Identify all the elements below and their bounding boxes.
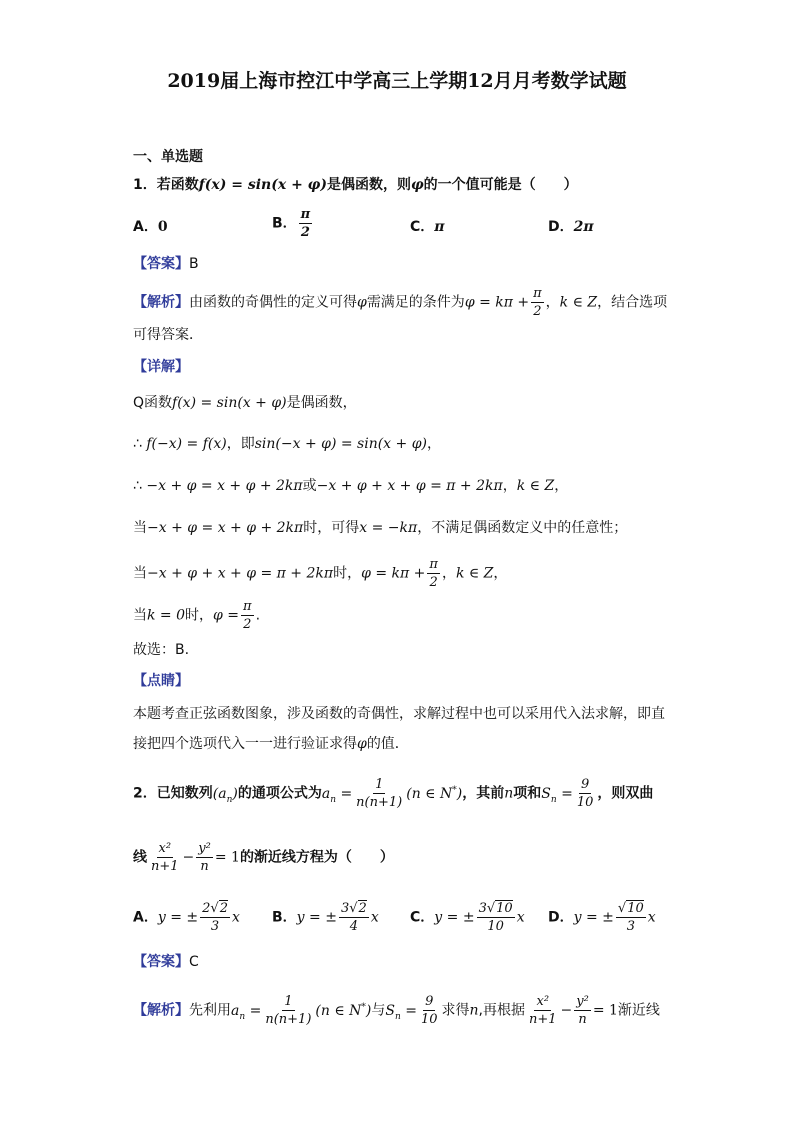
fraction: $\frac{√10}{3}$ [617, 901, 644, 934]
q1-option-b[interactable]: B． $\frac{\pi}{2}$ [272, 207, 311, 240]
fraction: $\frac{\pi}{2}$ [243, 599, 252, 632]
q1-detail-line7: 故选：B. [133, 642, 190, 658]
q1-detail-line6: 当k = 0时，φ = $\frac{\pi}{2}$ . [133, 599, 261, 632]
fraction: $\frac{3√2}{4}$ [340, 901, 367, 934]
q2-option-a[interactable]: A．y = ± $\frac{2√2}{3}$ x [133, 901, 240, 934]
q1-detail-heading: 【详解】 [133, 359, 189, 375]
fraction: $\frac{\text{x²}}{n+1}$ [151, 841, 179, 874]
fraction: $\frac{9}{10}$ [420, 994, 438, 1027]
fraction: $\frac{\text{y²}}{n}$ [576, 994, 589, 1027]
q1-detail-line4: 当−x + φ = x + φ + 2kπ时，可得x = −kπ，不满足偶函数定义中的任意性； [133, 520, 628, 536]
q1-detail-line2: ∴ f(−x) = f(x)，即sin(−x + φ) = sin(x + φ)， [133, 436, 441, 452]
q2-analysis-line1: 【解析】先利用$a_n$ = $\frac{1}{n(n+1)}$ (n ∈ N*)与$S_n$ = $\frac{9}{10}$ 求得n,再根据 $\frac{\text{x²}}{n+1}$ − $\frac{\text{y²}}{n}$ = 1渐近线 [133, 994, 660, 1027]
q2-option-c[interactable]: C．y = ± $\frac{3√10}{10}$ x [410, 901, 525, 934]
q1-comment-heading: 【点睛】 [133, 673, 189, 689]
q2-stem-line2: 线 $\frac{\text{x²}}{n+1}$ − $\frac{\text{y²}}{n}$ = 1的渐近线方程为（ ） [133, 841, 394, 874]
q1-stem: 1．若函数f(x) = sin(x + φ)是偶函数，则φ的一个值可能是（ ） [133, 177, 578, 193]
q1-option-d[interactable]: D．2π [548, 219, 594, 235]
q2-stem-line1: 2．已知数列$(a_n)$的通项公式为$a_n$ = $\frac{1}{n(n+1)}$ (n ∈ N*)，其前n项和$S_n$ = $\frac{9}{10}$ ，则双曲 [133, 777, 654, 810]
q1-analysis-line1: 【解析】由函数的奇偶性的定义可得φ需满足的条件为φ = kπ + $\frac{\pi}{2}$ ，k ∈ Z，结合选项 [133, 286, 668, 319]
q1-option-a[interactable]: A．0 [133, 219, 168, 235]
fraction: $\frac{1}{n(n+1)}$ [356, 777, 403, 810]
fraction: $\frac{\pi}{2}$ [300, 207, 311, 240]
fraction: $\frac{\pi}{2}$ [429, 557, 438, 590]
page-title: 2019届上海市控江中学高三上学期12月月考数学试题 [167, 70, 627, 92]
q1-detail-line3: ∴ −x + φ = x + φ + 2kπ或−x + φ + x + φ = π + 2kπ，k ∈ Z， [133, 478, 569, 494]
fraction: $\frac{\text{y²}}{n}$ [198, 841, 211, 874]
q1-comment-line1: 本题考查正弦函数图象，涉及函数的奇偶性，求解过程中也可以采用代入法求解，即直 [133, 706, 665, 722]
q2-answer: 【答案】C [133, 954, 199, 970]
q1-detail-line5: 当−x + φ + x + φ = π + 2kπ时，φ = kπ + $\frac{\pi}{2}$ ，k ∈ Z， [133, 557, 508, 590]
q2-option-b[interactable]: B．y = ± $\frac{3√2}{4}$ x [272, 901, 379, 934]
fraction: $\frac{\pi}{2}$ [533, 286, 542, 319]
fraction: $\frac{\text{x²}}{n+1}$ [528, 994, 557, 1027]
fraction: $\frac{1}{n(n+1)}$ [265, 994, 312, 1027]
q1-answer: 【答案】B [133, 256, 199, 272]
q2-option-d[interactable]: D．y = ± $\frac{√10}{3}$ x [548, 901, 656, 934]
q1-option-c[interactable]: C．π [410, 219, 445, 235]
q1-comment-line2: 接把四个选项代入一一进行验证求得φ的值． [133, 736, 409, 752]
fraction: $\frac{3√10}{10}$ [478, 901, 513, 934]
q1-detail-line1: Q函数f(x) = sin(x + φ)是偶函数， [133, 395, 357, 411]
q1-analysis-line2: 可得答案． [133, 327, 203, 343]
fraction: $\frac{2√2}{3}$ [202, 901, 228, 934]
fraction: $\frac{9}{10}$ [576, 777, 594, 810]
section-heading: 一、单选题 [133, 149, 203, 165]
